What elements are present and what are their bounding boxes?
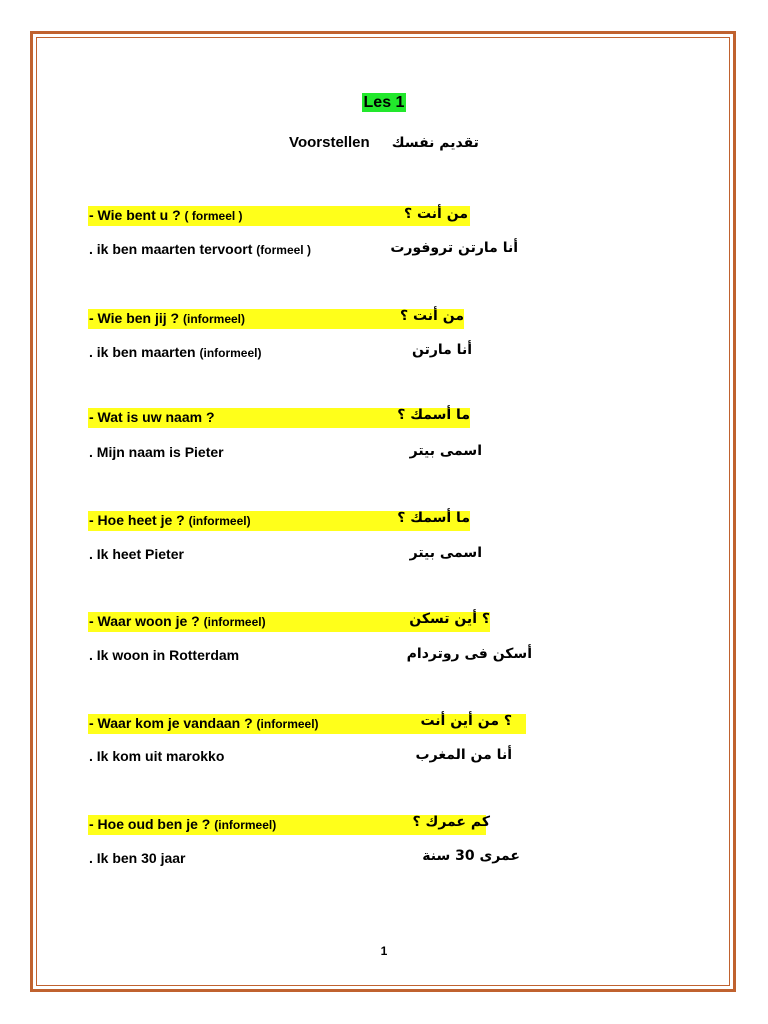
question-ar: ما أسمك ؟ [397, 407, 470, 423]
page-number: 1 [380, 944, 388, 958]
answer-nl: . ik ben maarten (informeel) [89, 344, 262, 360]
answer-nl: . Ik woon in Rotterdam [89, 647, 240, 663]
question-nl: - Waar woon je ? (informeel) [89, 613, 266, 629]
answer-ar: عمرى 30 سنة [422, 848, 520, 864]
answer-nl: . Ik kom uit marokko [89, 748, 225, 764]
question-nl: - Waar kom je vandaan ? (informeel) [89, 715, 319, 731]
question-nl: - Hoe heet je ? (informeel) [89, 512, 251, 528]
question-ar: من أنت ؟ [403, 206, 468, 222]
question-ar: ما أسمك ؟ [397, 510, 470, 526]
answer-nl: . Ik ben 30 jaar [89, 850, 186, 866]
answer-ar: أنا مارتن [411, 342, 472, 358]
question-nl: - Wie ben jij ? (informeel) [89, 310, 246, 326]
answer-ar: أنا من المغرب [415, 747, 512, 763]
question-nl: - Wie bent u ? ( formeel ) [89, 207, 243, 223]
answer-ar: أنا مارتن تروفورت [390, 240, 518, 256]
answer-ar: أسكن فى روتردام [406, 646, 532, 662]
topic-ar: تقديم نفسك [391, 135, 479, 151]
topic-nl: Voorstellen [289, 134, 370, 151]
question-ar: ؟ من أين أنت [420, 713, 512, 729]
question-ar: ؟ أين تسكن [409, 611, 490, 627]
question-ar: من أنت ؟ [399, 308, 464, 324]
answer-ar: اسمى بيتر [409, 443, 482, 459]
answer-ar: اسمى بيتر [409, 545, 482, 561]
answer-nl: . Ik heet Pieter [89, 546, 184, 562]
lesson-title-text: Les 1 [363, 94, 405, 111]
question-ar: كم عمرك ؟ [412, 814, 490, 830]
lesson-subtitle [0, 134, 768, 151]
answer-nl: . ik ben maarten tervoort (formeel ) [89, 241, 311, 257]
question-nl: - Hoe oud ben je ? (informeel) [89, 816, 277, 832]
question-nl: - Wat is uw naam ? [89, 409, 215, 425]
lesson-title [0, 94, 768, 112]
answer-nl: . Mijn naam is Pieter [89, 444, 224, 460]
